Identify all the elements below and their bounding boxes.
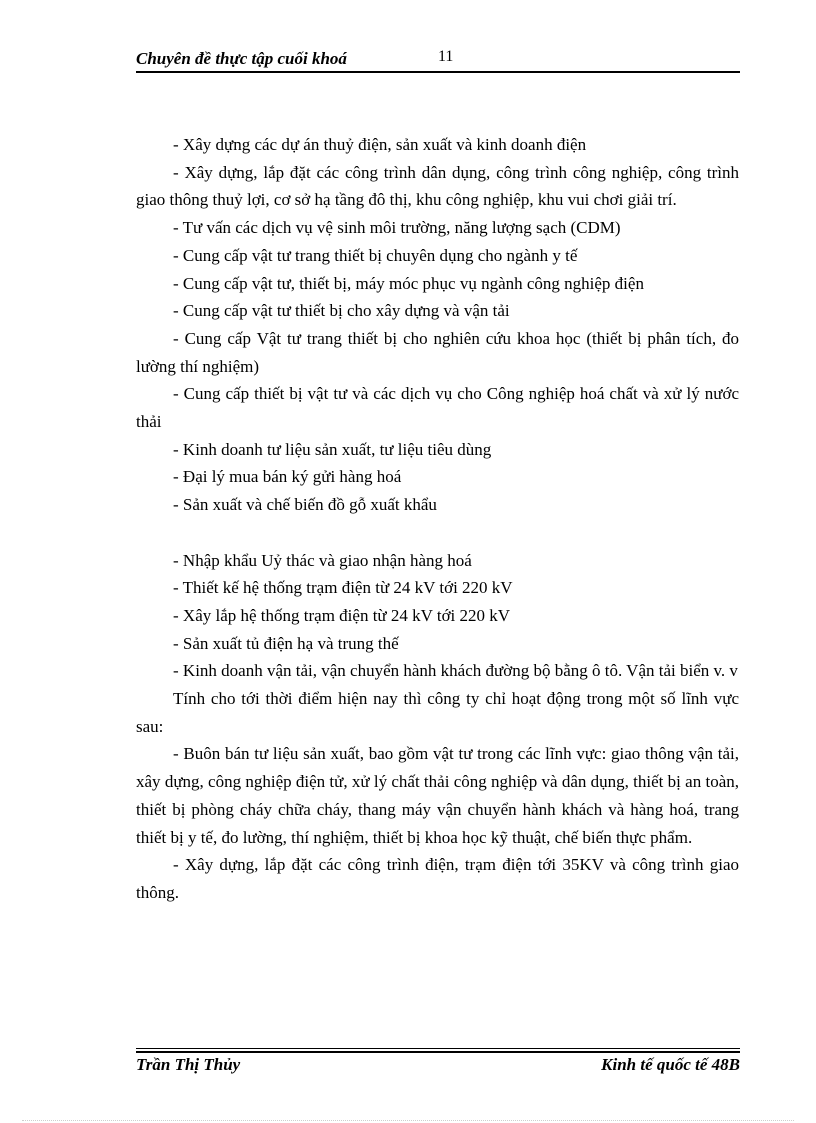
body-paragraph: Tính cho tới thời điểm hiện nay thì công ty chỉ hoạt động trong một số lĩnh vực sau: <box>136 689 739 736</box>
blank-line <box>136 519 739 547</box>
header-divider <box>136 71 740 73</box>
footer-divider-thick <box>136 1051 740 1053</box>
body-paragraph: - Đại lý mua bán ký gửi hàng hoá <box>173 467 402 487</box>
body-paragraph: - Sản xuất và chế biến đồ gỗ xuất khẩu <box>173 495 437 515</box>
body-paragraph: - Sản xuất tủ điện hạ và trung thế <box>173 633 399 653</box>
page-edge-dotted-line <box>22 1120 794 1121</box>
document-body <box>136 131 739 907</box>
body-paragraph: - Nhập khẩu Uỷ thác và giao nhận hàng hoá <box>173 550 472 570</box>
body-paragraph: - Xây lắp hệ thống trạm điện từ 24 kV tới 220 kV <box>173 605 511 625</box>
body-paragraph: - Cung cấp Vật tư trang thiết bị cho nghiên cứu khoa học (thiết bị phân tích, đo lường thí nghiệm) <box>136 328 739 376</box>
page-footer <box>136 1046 740 1080</box>
body-paragraph: - Kinh doanh tư liệu sản xuất, tư liệu tiêu dùng <box>173 439 492 459</box>
footer-class: Kinh tế quốc tế 48B <box>601 1055 740 1074</box>
page-header <box>136 46 740 76</box>
body-paragraph: - Kinh doanh vận tải, vận chuyển hành khách đường bộ bằng ô tô. Vận tải biển v. v <box>173 661 738 681</box>
body-paragraph: - Cung cấp vật tư thiết bị cho xây dựng và vận tải <box>173 301 510 321</box>
header-title: Chuyên đề thực tập cuối khoá <box>136 49 347 68</box>
body-paragraph: - Buôn bán tư liệu sản xuất, bao gồm vật tư trong các lĩnh vực: giao thông vận tải, xây dựng, công nghiệp điện tử, xử lý chất thải công nghiệp và dân dụng, thiết bị an toàn, thiết bị phòng cháy chữa cháy, thang máy vận chuyển hành khách và hàng hoá, trang thiết bị y tế, đo lường, thí nghiệm, thiết bị khoa học kỹ thuật, chế biến thực phẩm. <box>136 744 739 847</box>
body-paragraph: - Thiết kế hệ thống trạm điện từ 24 kV tới 220 kV <box>173 578 513 598</box>
body-paragraph: - Cung cấp vật tư trang thiết bị chuyên dụng cho ngành y tế <box>173 245 578 265</box>
body-paragraph: - Xây dựng, lắp đặt các công trình điện, trạm điện tới 35KV và công trình giao thông. <box>136 855 739 902</box>
body-paragraph: - Cung cấp vật tư, thiết bị, máy móc phục vụ ngành công nghiệp điện <box>173 273 644 293</box>
body-paragraph: - Cung cấp thiết bị vật tư và các dịch vụ cho Công nghiệp hoá chất và xử lý nước thải <box>136 384 739 432</box>
body-paragraph: - Xây dựng các dự án thuỷ điện, sản xuất và kinh doanh điện <box>173 135 587 154</box>
body-paragraph: - Xây dựng, lắp đặt các công trình dân dụng, công trình công nghiệp, công trình giao thông thuỷ lợi, cơ sở hạ tầng đô thị, khu công nghiệp, khu vui chơi giải trí. <box>136 162 739 210</box>
footer-divider-thin <box>136 1048 740 1049</box>
page-number: 11 <box>438 48 454 65</box>
footer-author: Trần Thị Thủy <box>136 1055 241 1074</box>
body-paragraph: - Tư vấn các dịch vụ vệ sinh môi trường, năng lượng sạch (CDM) <box>173 218 621 238</box>
